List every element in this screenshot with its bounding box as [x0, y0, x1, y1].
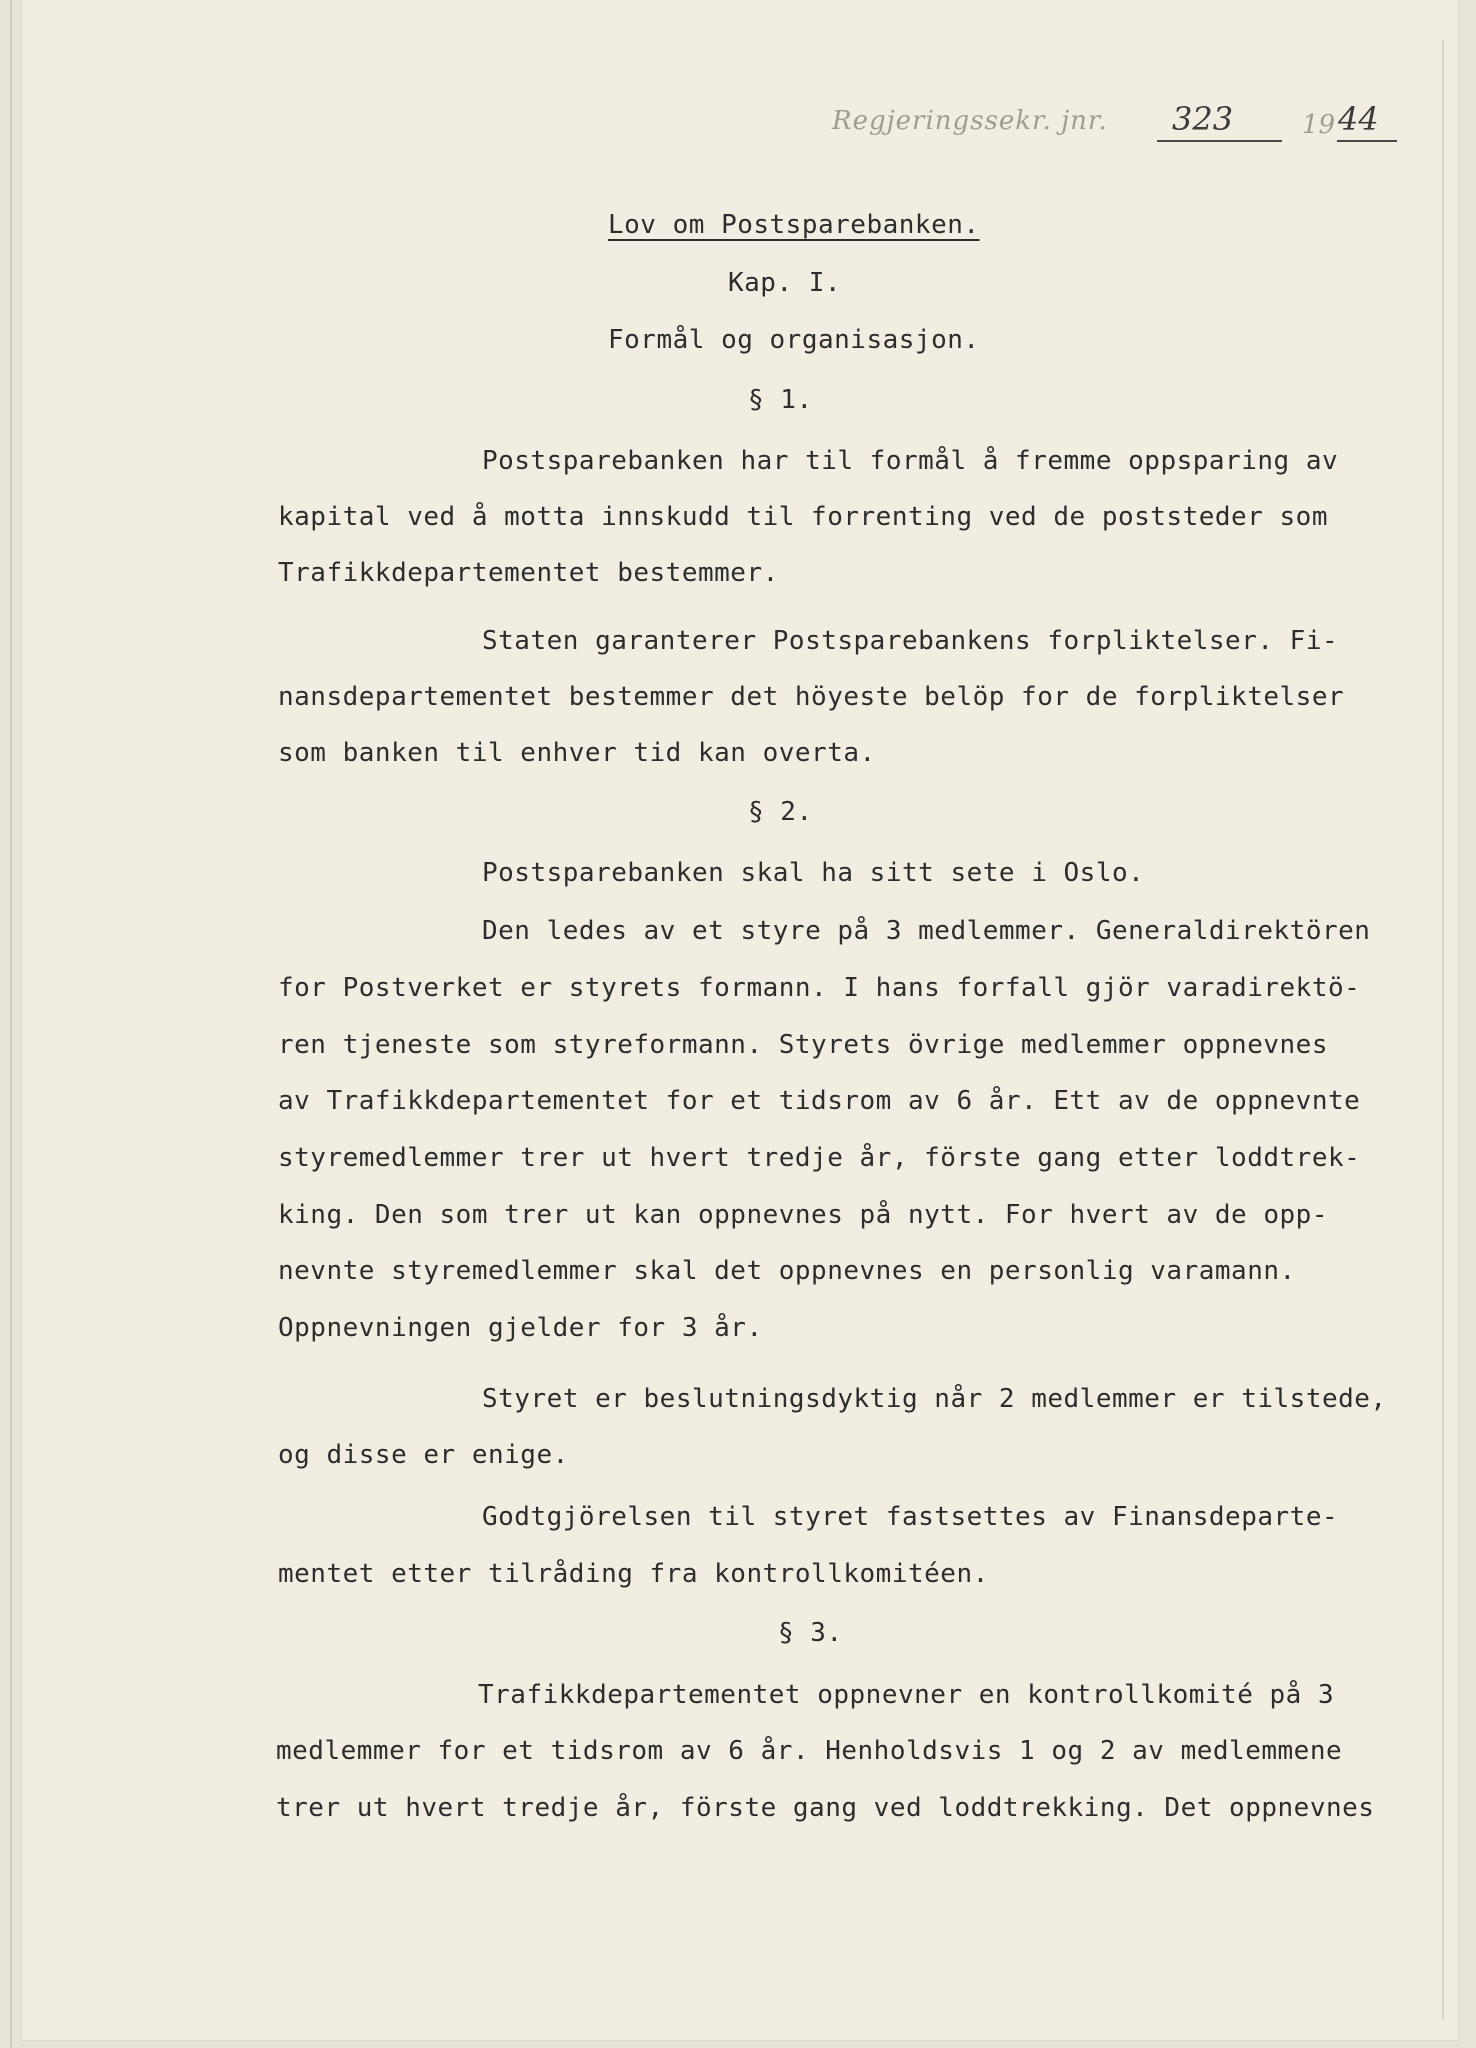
text-line: mentet etter tilråding fra kontrollkomitéen. — [278, 1559, 989, 1589]
text-line: Den ledes av et styre på 3 medlemmer. Generaldirektören — [482, 916, 1371, 946]
text-line: Styret er beslutningsdyktig når 2 medlemmer er tilstede, — [482, 1384, 1387, 1414]
text-line: av Trafikkdepartementet for et tidsrom av 6 år. Ett av de oppnevnte — [278, 1086, 1361, 1116]
text-line: Godtgjörelsen til styret fastsettes av Finansdeparte- — [482, 1502, 1339, 1532]
journal-number: 323 — [1172, 100, 1234, 138]
document-page — [22, 0, 1458, 2040]
section-heading: § 1. — [748, 385, 813, 415]
text-line: som banken til enhver tid kan overta. — [278, 738, 876, 768]
page-edge — [10, 0, 12, 2048]
text-line: Oppnevningen gjelder for 3 år. — [278, 1313, 763, 1343]
page-edge — [1442, 40, 1444, 2020]
text-line: kapital ved å motta innskudd til forrenting ved de poststeder som — [278, 502, 1328, 532]
text-line: og disse er enige. — [278, 1440, 569, 1470]
registry-annotation — [812, 100, 1392, 146]
text-line: Trafikkdepartementet bestemmer. — [278, 558, 779, 588]
underline — [1157, 140, 1282, 142]
year-printed: 19 — [1302, 110, 1336, 140]
text-line: medlemmer for et tidsrom av 6 år. Henholdsvis 1 og 2 av medlemmene — [276, 1736, 1343, 1766]
year-written: 44 — [1338, 100, 1379, 138]
text-line: nevnte styremedlemmer skal det oppnevnes en personlig varamann. — [278, 1256, 1296, 1286]
section-heading: § 2. — [748, 797, 813, 827]
text-line: king. Den som trer ut kan oppnevnes på nytt. For hvert av de opp- — [278, 1200, 1328, 1230]
text-line: Staten garanterer Postsparebankens forpliktelser. Fi- — [482, 626, 1339, 656]
text-line: Postsparebanken har til formål å fremme oppsparing av — [482, 446, 1339, 476]
text-line: Trafikkdepartementet oppnevner en kontrollkomité på 3 — [478, 1680, 1335, 1710]
section-heading: § 3. — [778, 1618, 843, 1648]
text-line: for Postverket er styrets formann. I hans forfall gjör varadirektö- — [278, 973, 1361, 1003]
text-line: Postsparebanken skal ha sitt sete i Oslo. — [482, 858, 1145, 888]
text-line: nansdepartementet bestemmer det höyeste belöp for de forpliktelser — [278, 682, 1345, 712]
underline — [1337, 140, 1397, 142]
registry-stamp-text: Regjeringssekr. jnr. — [832, 106, 1108, 136]
text-line: styremedlemmer trer ut hvert tredje år, förste gang etter loddtrek- — [278, 1143, 1361, 1173]
document-title: Lov om Postsparebanken. — [608, 210, 980, 240]
text-line: trer ut hvert tredje år, förste gang ved loddtrekking. Det oppnevnes — [276, 1793, 1375, 1823]
text-line: ren tjeneste som styreformann. Styrets övrige medlemmer oppnevnes — [278, 1030, 1328, 1060]
chapter-title: Formål og organisasjon. — [608, 325, 980, 355]
chapter-number: Kap. I. — [728, 268, 842, 298]
